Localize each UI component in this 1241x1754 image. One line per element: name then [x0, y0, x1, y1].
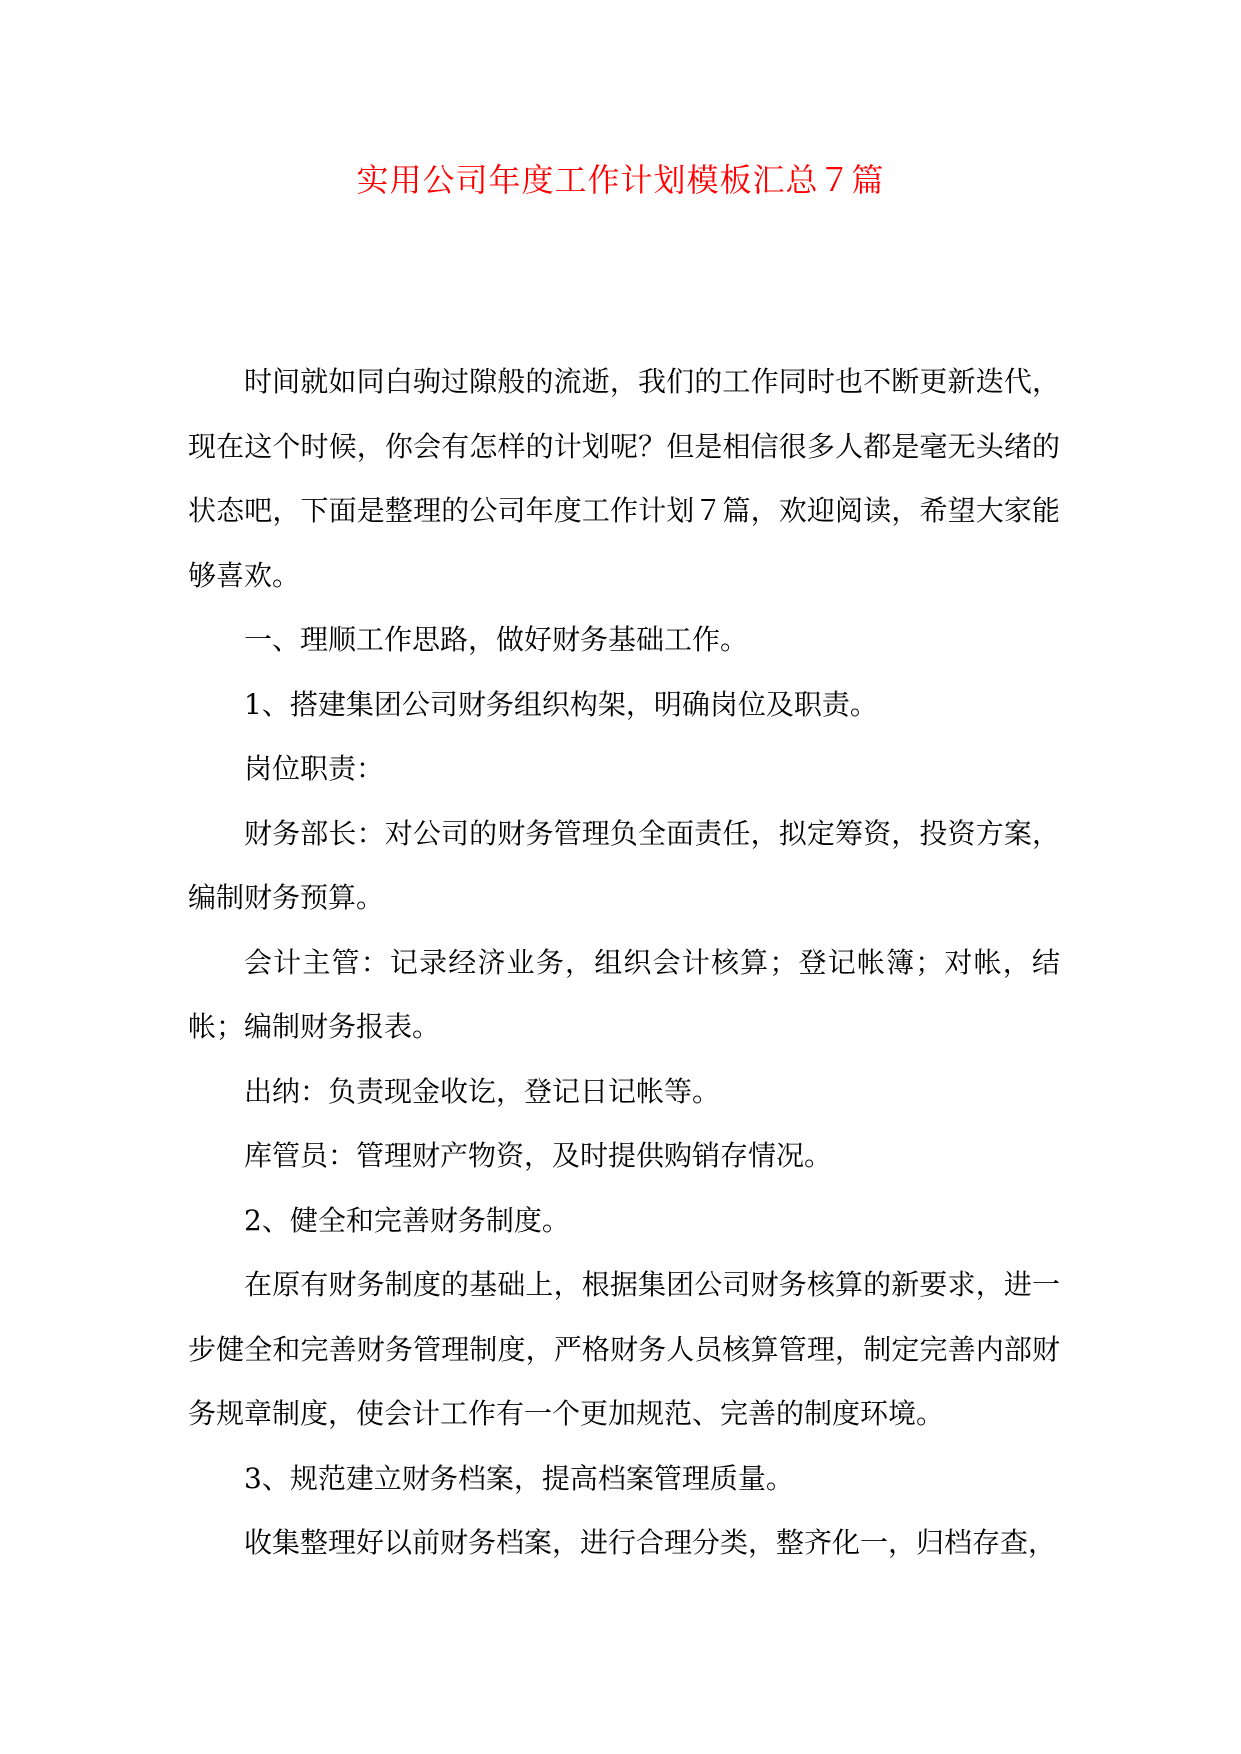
duties-label: 岗位职责： [244, 752, 385, 785]
duty-cashier: 出纳：负责现金收讫，登记日记帐等。 [244, 1074, 721, 1108]
intro-paragraph: 时间就如同白驹过隙般的流逝，我们的工作同时也不断更新迭代，现在这个时候，你会有怎样的计划呢？但是相信很多人都是毫无头绪的状态吧，下面是整理的公司年度工作计划７篇，欢迎阅读，希望大家能够喜欢。 [188, 365, 1060, 592]
item-3-heading: 3、规范建立财务档案，提高档案管理质量。 [244, 1461, 794, 1495]
item-2-heading: 2、健全和完善财务制度。 [244, 1203, 570, 1237]
item-1-heading: 1、搭建集团公司财务组织构架，明确岗位及职责。 [244, 687, 878, 721]
item-2-paragraph: 在原有财务制度的基础上，根据集团公司财务核算的新要求，进一步健全和完善财务管理制度，严格财务人员核算管理，制定完善内部财务规章制度，使会计工作有一个更加规范、完善的制度环境。 [188, 1268, 1060, 1430]
duty-accounting-supervisor: 会计主管：记录经济业务，组织会计核算；登记帐簿；对帐，结帐；编制财务报表。 [188, 945, 1060, 1043]
item-3-paragraph: 收集整理好以前财务档案，进行合理分类，整齐化一，归档存查， [244, 1526, 1057, 1559]
duty-finance-director: 财务部长：对公司的财务管理负全面责任，拟定筹资，投资方案，编制财务预算。 [188, 816, 1060, 914]
section-heading-1: 一、理顺工作思路，做好财务基础工作。 [244, 623, 749, 656]
document-body [188, 350, 1060, 1576]
duty-warehouse-keeper: 库管员：管理财产物资，及时提供购销存情况。 [244, 1139, 833, 1172]
document-title: 实用公司年度工作计划模板汇总７篇 [356, 161, 885, 199]
